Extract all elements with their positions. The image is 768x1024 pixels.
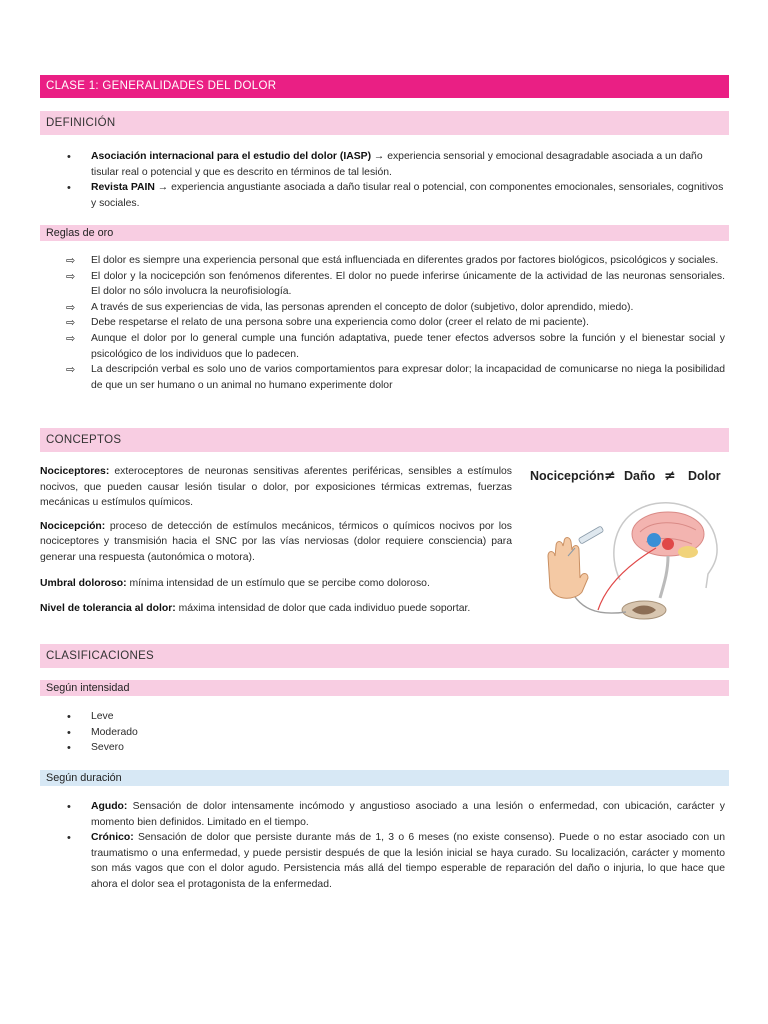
not-equal-icon: ≠ <box>664 468 676 484</box>
syringe-icon <box>578 526 604 544</box>
arrow-icon: ⇨ <box>66 270 76 283</box>
term: Agudo: <box>91 801 128 812</box>
definition-text: experiencia sensorial y emocional desagradable asociada a un daño tisular real o potencial y que es descrito en términos de tal lesión. <box>91 151 703 178</box>
arrow-icon: ⇨ <box>66 333 76 346</box>
concept-paragraph: Nociceptores: exteroceptores de neuronas sensitivas aferentes periféricas, sensibles a estímulos nocivos, que pueden causar lesión tisular o dolor, por exposiciones térmicas extremas, fuerzas mecánicas u estímulos químicos. <box>40 466 512 509</box>
figure-label-nocicepcion: Nocicepción <box>530 469 605 483</box>
term: Nociceptores: <box>40 466 110 477</box>
list-item: ⇨ La descripción verbal es solo uno de varios comportamientos para expresar dolor; la incapacidad de comunicarse no niega la posibilidad de que un ser humano o un animal no humano experimente dolor <box>66 364 725 391</box>
subheading-duracion: Según duración <box>40 770 729 786</box>
intensidad-list <box>40 709 725 756</box>
page-title: CLASE 1: GENERALIDADES DEL DOLOR <box>40 75 729 98</box>
arrow-icon: ⇨ <box>66 317 76 330</box>
list-item: ⇨ El dolor y la nocicepción son fenómenos diferentes. El dolor no puede inferirse únicamente de la actividad de las neuronas sensoriales. El dolor no sólo involucra la neurofisiología. <box>66 270 725 298</box>
nociception-figure <box>528 460 728 628</box>
list-item <box>40 149 725 180</box>
section-heading-clasificaciones: CLASIFICACIONES <box>40 644 729 668</box>
term: Asociación internacional para el estudio del dolor (IASP) <box>91 151 372 162</box>
list-item: ⇨ Aunque el dolor por lo general cumple una función adaptativa, puede tener efectos adversos sobre la función y el bienestar social y psicológico de los individuos que lo padecen. <box>66 333 725 360</box>
term: Revista PAIN <box>91 182 155 194</box>
list-item: • Moderado <box>40 725 725 741</box>
definicion-list <box>40 149 725 211</box>
section-heading-conceptos: CONCEPTOS <box>40 428 729 452</box>
term: Nivel de tolerancia al dolor: <box>40 603 176 615</box>
arrow-icon: → <box>371 151 388 162</box>
concept-paragraph: Umbral doloroso: mínima intensidad de un estímulo que se percibe como doloroso. <box>40 577 430 589</box>
list-item: • Severo <box>40 740 725 756</box>
nociception-illustration <box>528 460 728 628</box>
not-equal-icon: ≠ <box>604 468 616 484</box>
figure-label-dolor: Dolor <box>688 469 721 483</box>
arrow-icon: → <box>154 182 172 194</box>
concept-paragraph: Nocicepción: proceso de detección de estímulos mecánicos, térmicos o químicos nocivos por los nociceptores y transmisión hacia el SNC por las vías nerviosas (dolor requiere consciencia) para generar una respuesta (autonómica o motora). <box>40 520 512 564</box>
term: Nocicepción: <box>40 520 106 532</box>
arrow-icon: ⇨ <box>66 301 76 314</box>
subheading-reglas: Reglas de oro <box>40 225 729 241</box>
list-item: ⇨ A través de sus experiencias de vida, las personas aprenden el concepto de dolor (subjetivo, dolor aprendido, miedo). <box>40 300 725 316</box>
conceptos-list <box>40 464 512 617</box>
duracion-list <box>40 799 725 893</box>
figure-label-dano: Daño <box>624 469 656 483</box>
definition-text: experiencia angustiante asociada a daño tisular real o potencial, con componentes emocionales, sensoriales, cognitivos y sociales. <box>91 182 724 209</box>
list-item: ⇨ Debe respetarse el relato de una persona sobre una experiencia como dolor (creer el relato de mi paciente). <box>40 315 725 331</box>
thalamus-icon <box>647 533 661 547</box>
list-item: • Leve <box>40 709 725 725</box>
list-item: • Agudo: Sensación de dolor intensamente incómodo y angustioso asociado a una lesión o enfermedad, con ubicación, carácter y momento bien definidos. Limitado en el tiempo. <box>40 799 725 830</box>
hand-icon <box>548 538 588 599</box>
list-item: • Crónico: Sensación de dolor que persiste durante más de 1, 3 o 6 meses (no existe consenso). Puede o no estar asociado con un traumatismo o una enfermedad, y puede persistir después de que la lesión inicial se haya curado. Su localización, carácter y momento son más vagos que con el dolor agudo. Persistencia más allá del tiempo esperable de reparación del daño o injuria, lo que hace que ahora el dolor sea el protagonista de la enfermedad. <box>40 830 725 892</box>
list-item <box>40 180 725 211</box>
reglas-list <box>40 253 725 393</box>
subheading-intensidad: Según intensidad <box>40 680 729 696</box>
list-item: ⇨ El dolor es siempre una experiencia personal que está influenciada en diferentes grados por factores biológicos, psicológicos y sociales. <box>40 253 725 269</box>
concept-paragraph: Nivel de tolerancia al dolor: máxima intensidad de dolor que cada individuo puede soportar. <box>40 603 471 615</box>
arrow-icon: ⇨ <box>66 255 76 267</box>
term: Crónico: <box>91 832 134 844</box>
term: Umbral doloroso: <box>40 577 127 589</box>
arrow-icon: ⇨ <box>66 364 76 377</box>
section-heading-definicion: DEFINICIÓN <box>40 111 729 135</box>
